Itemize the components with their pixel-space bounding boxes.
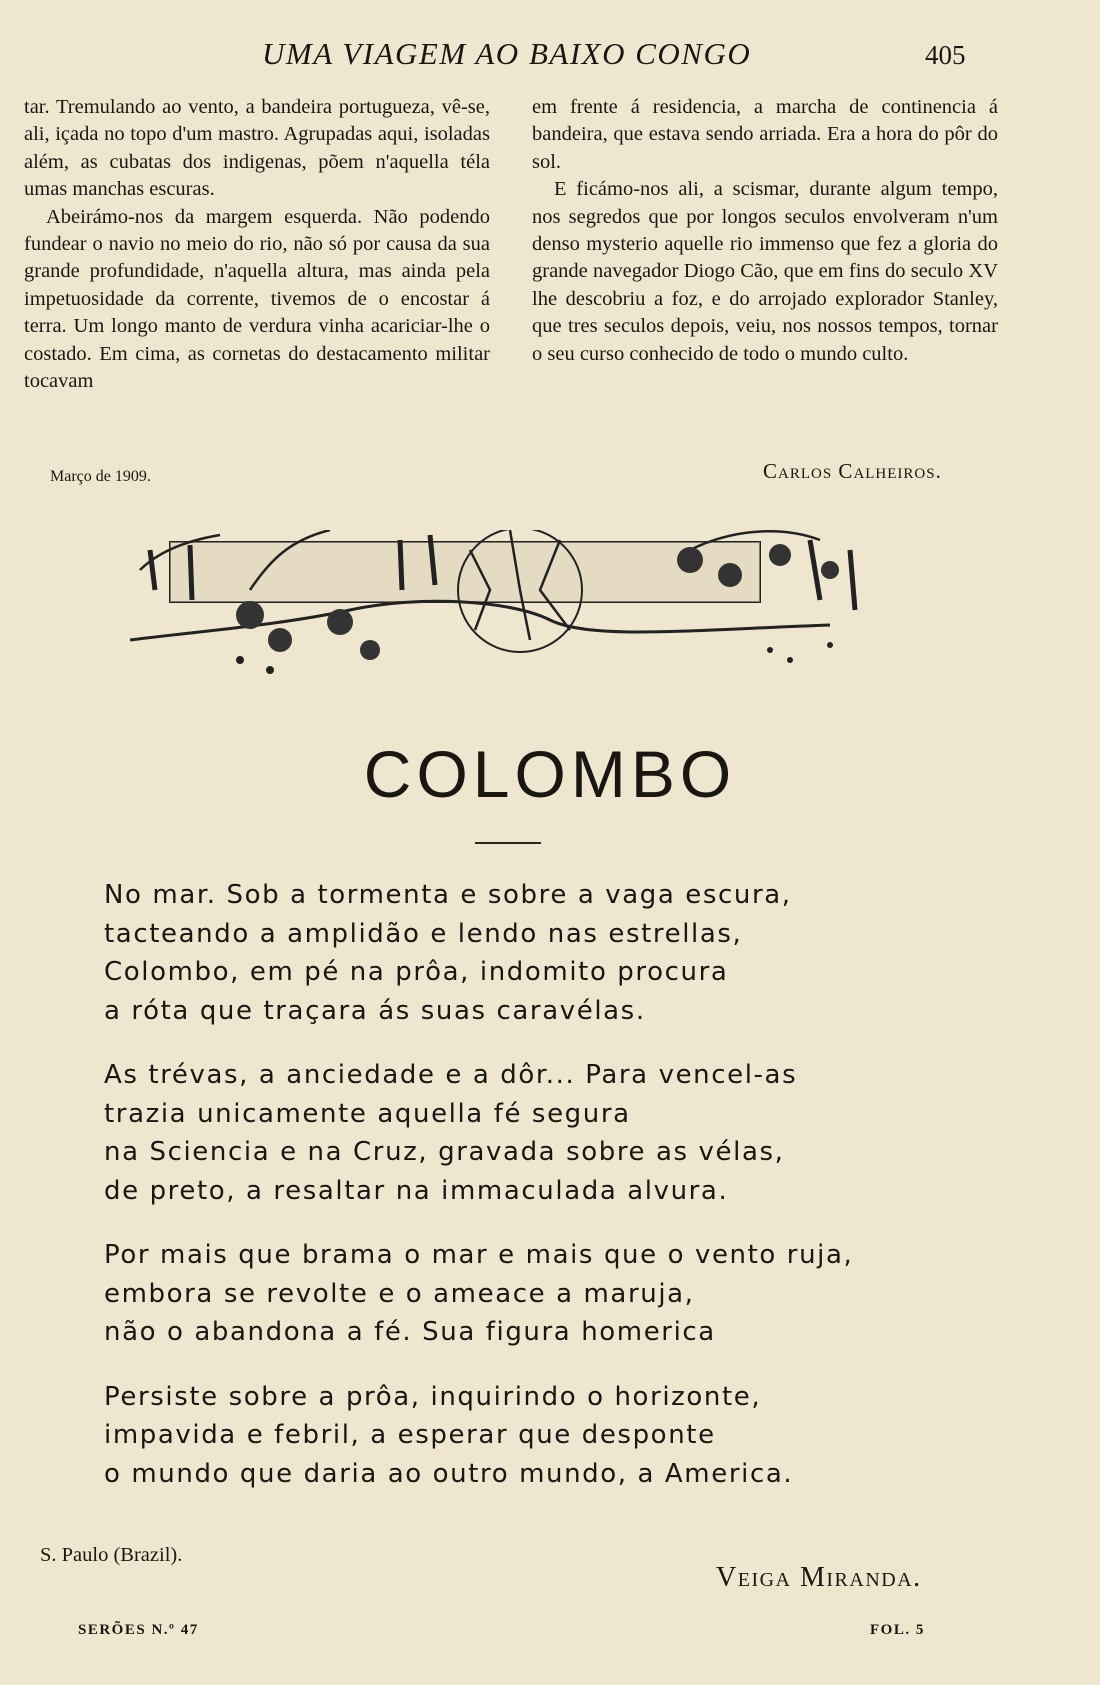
article-paragraph: E ficámo-nos ali, a scismar, durante algum tempo, nos segredos que por longos seculos envolveram n'um denso mysterio aquelle rio immenso que fez a gloria do grande navegador Diogo Cão, que em fins do seculo XV lhe descobriu a foz, e do arrojado explorador Stanley, que tres seculos depois, veiu, nos nossos tempos, tornar o seu curso conhecido de todo o mundo culto. xyxy=(532,178,998,365)
poem-line: não o abandona a fé. Sua figura homerica xyxy=(104,1317,716,1347)
page-number: 405 xyxy=(925,40,966,70)
footer-signature-left: SERÕES N.º 47 xyxy=(78,1622,199,1638)
poem-title: COLOMBO xyxy=(363,737,737,811)
running-title: UMA VIAGEM AO BAIXO CONGO xyxy=(262,36,752,71)
footer-signature-right: FOL. 5 xyxy=(870,1622,925,1638)
poem-stanza xyxy=(104,876,1004,1030)
poem-stanza xyxy=(104,1236,1004,1352)
poem-line: Persiste sobre a prôa, inquirindo o horizonte, xyxy=(104,1381,762,1412)
poem-line: As trévas, a anciedade e a dôr... Para vencel-as xyxy=(104,1060,798,1090)
poem-place: S. Paulo (Brazil). xyxy=(40,1544,183,1566)
poem-author: Veiga Miranda. xyxy=(716,1562,922,1593)
running-head xyxy=(0,36,1100,76)
article-paragraph: Abeirámo-nos da margem esquerda. Não podendo fundear o navio no meio do rio, não só por causa da sua grande profundidade, n'aquella altura, mas ainda pela impetuosidade da corrente, tivemos de o encostar á terra. Um longo manto de verdura vinha acariciar-lhe o costado. Em cima, as cornetas do destacamento militar tocavam xyxy=(24,205,490,393)
poem-stanza xyxy=(104,1378,1004,1494)
poem-line: trazia unicamente aquella fé segura xyxy=(104,1098,631,1129)
article-paragraph: em frente á residencia, a marcha de continencia á bandeira, que estava sendo arriada. Era a hora do pôr do sol. xyxy=(532,96,998,173)
dateline: Março de 1909. xyxy=(50,468,151,485)
poem-line: No mar. Sob a tormenta e sobre a vaga escura, xyxy=(104,880,792,910)
title-rule xyxy=(475,842,541,844)
poem-line: impavida e febril, a esperar que desponte xyxy=(104,1420,716,1450)
poem-line: a róta que traçara ás suas caravélas. xyxy=(104,995,646,1026)
poem-line: de preto, a resaltar na immaculada alvura. xyxy=(104,1175,729,1206)
article-author: Carlos Calheiros. xyxy=(763,459,942,483)
article-right-column xyxy=(532,94,998,368)
poem-line: Colombo, em pé na prôa, indomito procura xyxy=(104,957,729,987)
floral-ornament xyxy=(130,530,890,720)
poem-stanza xyxy=(104,1056,1004,1210)
poem xyxy=(104,876,1004,1519)
poem-line: embora se revolte e o ameace a maruja, xyxy=(104,1278,695,1309)
article-left-column xyxy=(24,94,490,395)
poem-line: Por mais que brama o mar e mais que o vento ruja, xyxy=(104,1240,854,1270)
poem-line: o mundo que daria ao outro mundo, a America. xyxy=(104,1458,794,1489)
poem-line: tacteando a amplidão e lendo nas estrellas, xyxy=(104,918,743,949)
poem-line: na Sciencia e na Cruz, gravada sobre as vélas, xyxy=(104,1137,785,1167)
article-paragraph: tar. Tremulando ao vento, a bandeira portugueza, vê-se, ali, içada no topo d'um mastro. Agrupadas aqui, isoladas além, as cubatas dos indigenas, põem n'aquella téla umas manchas escuras. xyxy=(24,96,490,201)
